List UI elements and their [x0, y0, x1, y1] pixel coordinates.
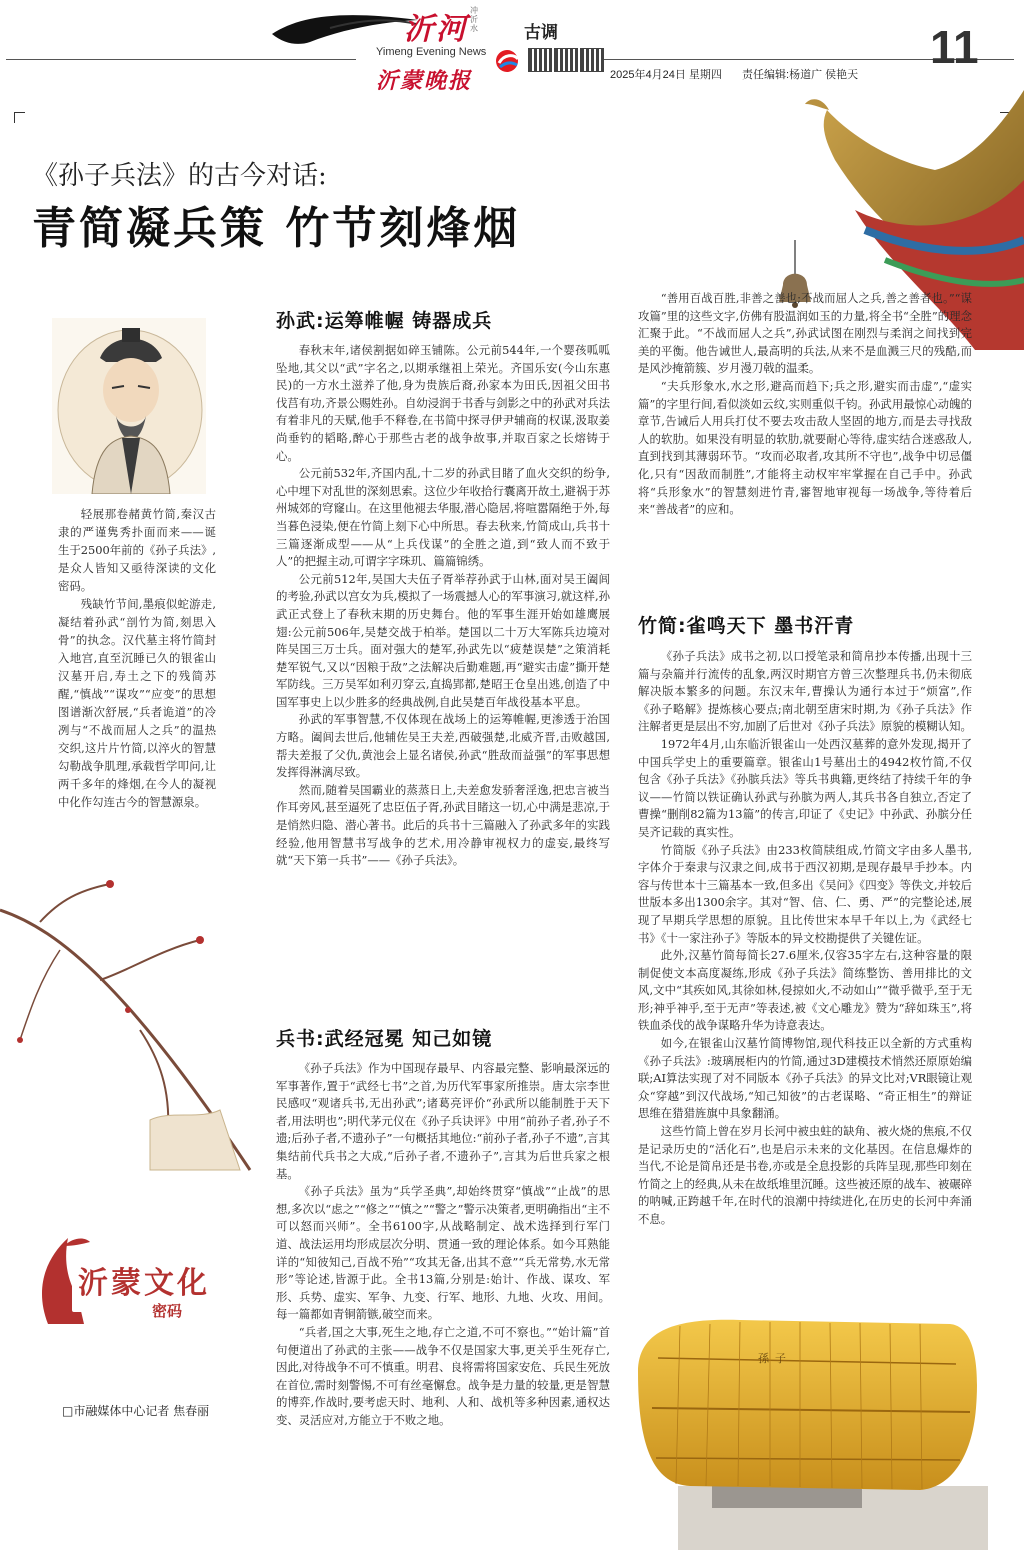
qr-code-2-icon — [554, 48, 578, 72]
dateline — [610, 66, 858, 82]
section3-paragraph: 《孙子兵法》成书之初,以口授笔录和简帛抄本传播,出现十三篇与杂篇并行流传的乱象,两汉时期官方曾三次整理兵书,仍未彻底解决版本繁多的问题。东汉末年,曹操认为通行本过于“烦富”,作《孙子略解》提炼核心要点;南北朝至唐宋时期,为《孙子兵法》作注解者更是层出不穷,加剧了后世对《孙子兵法》原貌的模糊认知。 — [638, 649, 972, 734]
sun-wu-portrait — [52, 318, 206, 494]
section1-body — [276, 342, 610, 870]
issue-date: 2025年4月24日 星期四 — [610, 69, 722, 81]
qr-code-1-icon — [528, 48, 552, 72]
culture-code-logo — [24, 1228, 234, 1328]
masthead-logo-main: 沂河 — [404, 12, 468, 47]
bamboo-label: 孫子 — [758, 1352, 792, 1365]
section2-paragraph: 《孙子兵法》虽为“兵学圣典”,却始终贯穿“慎战”“止战”的思想,多次以“虑之”“修之”“慎之”“警之”警示决策者,更明确指出“主不可以怒而兴师”。全书6100字,从战略制定、战术选择到行军门道、战法运用均形成层次分明、贯通一致的理论体系。如今耳熟能详的“知彼知己,百战不殆”“攻其无备,出其不意”“兵无常势,水无常形”等论述,皆源于此。全书13篇,分别是:始计、作战、谋攻、军形、兵势、虚实、军争、九变、行军、地形、九地、火攻、用间。每一篇都如青铜箭镞,破空而来。 — [276, 1184, 610, 1322]
section1-paragraph: 春秋末年,诸侯割据如碎玉铺陈。公元前544年,一个婴孩呱呱坠地,其父以“武”字名之,以期承继祖上荣光。齐国乐安(今山东惠民)的一方水土滋养了他,身为贵族后裔,孙家本为田氏,因祖父田书伐莒有功,齐景公赐姓孙。自幼浸润于书香与剑影之中的孙武对兵法有着非凡的天赋,他手不释卷,在书简中探寻伊尹辅商的权谋,汲取姜尚垂钓的韬略,醉心于那些古老的战争故事,并取百家之长熔铸于心。 — [276, 343, 610, 463]
section3-paragraph: 如今,在银雀山汉墓竹简博物馆,现代科技正以全新的方式重构《孙子兵法》:玻璃展柜内的竹简,通过3D建模技术悄然还原原始编联;AI算法实现了对不同版本《孙子兵法》的异文比对;VR眼镜让观众“穿越”到汉代战场,“知己知彼”的古老谋略、“奇正相生”的辩证思维在猎猎旌旗中具象翻涌。 — [638, 1036, 972, 1121]
section1-paragraph: 公元前532年,齐国内乱,十二岁的孙武目睹了血火交织的纷争,心中埋下对乱世的深刻思索。这位少年收拾行囊离开故土,避祸于苏州城郊的穹窿山。在这里他褪去华服,潜心隐居,将喧嚣隔绝于外,每当暮色浸染,便在竹简上刻下心中所思。春去秋来,竹简成山,兵书十三篇逐渐成型——从“上兵伐谋”的全胜之道,到“致人而不致于人”的把握主动,可谓字字珠玑、篇篇锦绣。 — [276, 466, 610, 569]
section3-paragraph: 此外,汉墓竹简每简长27.6厘米,仅容35字左右,这种容量的限制促使文本高度凝练,形成《孙子兵法》简练整饬、善用排比的文风,文中“其疾如风,其徐如林,侵掠如火,不动如山”“微乎微乎,至于无形;神乎神乎,至于无声”等表述,被《文心雕龙》赞为“辞如珠玉”,将铁血杀伐的战争谋略升华为诗意表达。 — [638, 948, 972, 1033]
byline: □市融媒体中心记者 焦春丽 — [62, 1404, 210, 1418]
section1-paragraph: 然而,随着吴国霸业的蒸蒸日上,夫差愈发骄奢淫逸,把忠言被当作耳旁风,甚至逼死了忠臣伍子胥,孙武目睹这一切,心中满是悲凉,于是悄然归隐、潜心著书。此后的兵书十三篇融入了孙武多年的实践经验,他用智慧书写战争的艺术,用冷静审视权力的虚妄,最终写就“天下第一兵书”——《孙子兵法》。 — [276, 782, 610, 868]
branch-decoration — [0, 870, 262, 1180]
section2-continued — [638, 290, 972, 519]
section3-title: 竹简:雀鸣天下 墨书汗青 — [638, 615, 855, 637]
section1-title: 孙武:运筹帷幄 铸器成兵 — [276, 310, 493, 332]
lead-paragraph-1: 轻展那卷赭黄竹简,秦汉古隶的严谨隽秀扑面而来——诞生于2500年前的《孙子兵法》,是众人皆知又亟待深读的文化密码。 — [58, 507, 216, 593]
headline-kicker: 《孙子兵法》的古今对话: — [32, 161, 327, 191]
section2-body — [276, 1060, 610, 1429]
section2-paragraph: 《孙子兵法》作为中国现存最早、内容最完整、影响最深远的军事著作,置于“武经七书”之首,为历代军事家所推崇。唐太宗李世民感叹“观诸兵书,无出孙武”;诸葛亮评价“孙武所以能制胜于天下者,用法明也”;明代茅元仪在《孙子兵诀评》中用“前孙子者,孙子不遗;后孙子者,不遗孙子”一句概括其地位:“前孙子者,孙子不遗”,言其集结前代兵书之大成,“后孙子者,不遗孙子”,言其为后世兵家之根基。 — [276, 1061, 610, 1181]
masthead-rule-left — [6, 59, 356, 60]
section2-paragraph: “兵者,国之大事,死生之地,存亡之道,不可不察也。”“始计篇”首句便道出了孙武的主张——战争不仅是国家大事,更关乎生死存亡,因此,对待战争不可不慎重。明君、良将需将国家安危、兵民生死放在首位,需时刻警惕,不可有丝毫懈怠。战争是力量的较量,更是智慧的博弈,作战时,要考虑天时、地利、人和、战机等多种因素,通权达变、灵活应对,方能立于不败之地。 — [276, 1324, 610, 1427]
section3-paragraph: 竹简版《孙子兵法》由233枚简牍组成,竹简文字由多人墨书,字体介于秦隶与汉隶之间,成书于西汉初期,是现存最早手抄本。内容与传世本十三篇基本一致,但多出《吴问》《四变》等佚文,并较后世版本多出1300余字。其对“智、信、仁、勇、严”的完整论述,展现了早期兵学思想的原貌。且比传世宋本早千年以上,为《武经七书》《十一家注孙子》等版本的异文校勘提供了关键佐证。 — [638, 842, 972, 945]
section3-paragraph: 这些竹简上曾在岁月长河中被虫蛀的缺角、被火烧的焦痕,不仅是记录历史的“活化石”,也是启示未来的文化基因。在信息爆炸的当代,不论是简帛还是书卷,亦或是全息投影的兵阵呈现,那些印刻在竹简之上的经典,从未在故纸堆里沉睡。这些被还原的战车、被碾碎的呐喊,正跨越千年,在时代的浪潮中持续进化,在历史的长河中奔涌不息。 — [638, 1124, 972, 1226]
lead-column — [58, 505, 216, 811]
section2-title: 兵书:武经冠冕 知己如镜 — [276, 1028, 493, 1050]
section3-body — [638, 648, 972, 1229]
brand-swirl-icon — [494, 48, 522, 74]
column-name: 古调 — [524, 23, 558, 42]
masthead-logo-english: Yimeng Evening News — [376, 46, 487, 58]
headline: 青简凝兵策 竹节刻烽烟 — [32, 203, 521, 254]
brush-stroke-logo — [270, 6, 420, 48]
masthead-logo-chinese: 沂蒙晚报 — [376, 68, 473, 94]
culture-logo-subtitle: 密码 — [152, 1302, 183, 1320]
section1-paragraph: 孙武的军事智慧,不仅体现在战场上的运筹帷幄,更渗透于治国方略。阖闾去世后,他辅佐吴王夫差,西破强楚,北威齐晋,击败越国,帮夫差报了父仇,黄池会上显名诸侯,孙武“胜敌而益强”的军事思想发挥得淋漓尽致。 — [276, 712, 610, 780]
qr-code-3-icon — [580, 48, 604, 72]
crop-mark-tl — [14, 112, 25, 123]
lead-paragraph-2: 残缺竹节间,墨痕似蛇游走,凝结着孙武“剖竹为简,刻思入骨”的执念。汉代墓主将竹简封入地宫,直至沉睡已久的银雀山汉墓开启,寿土之下的残简苏醒,“慎战”“谋攻”“应变”的思想图谱渐次舒展,“兵者诡道”的冷冽与“不战而屈人之兵”的温热交织,这片片竹简,以淬火的智慧勾勒战争肌理,承载哲学叩问,让两千多年的烽烟,在今人的凝视中化作勾连古今的智慧源泉。 — [58, 597, 216, 809]
bamboo-slips-photo — [620, 1318, 988, 1550]
section2-paragraph: “善用百战百胜,非善之善也;不战而屈人之兵,善之善者也。”“谋攻篇”里的这些文字,仿佛有股温润如玉的力量,将全书“全胜”的理念汇聚于此。“不战而屈人之兵”,孙武试图在刚烈与柔润之间找到完美的平衡。他告诫世人,最高明的兵法,从来不是血溅三尺的残酷,而是风沙掩箭簇、岁月漫刀戟的温柔。 — [638, 291, 972, 376]
section1-paragraph: 公元前512年,吴国大夫伍子胥举荐孙武于山林,面对吴王阖闾的考验,孙武以宫女为兵,模拟了一场震撼人心的军事演习,就这样,孙武正式登上了春秋末期的历史舞台。他的军事生涯开始如雄鹰展翅:公元前506年,吴楚交战于柏举。楚国以二十万大军陈兵边境对阵吴国三万士兵。面对强大的楚军,孙武先以“疲楚误楚”之策消耗楚军锐气,又以“因粮于敌”之法解决后勤难题,再“避实击虚”撕开楚军防线。三万吴军如利刃穿云,直捣郢都,楚昭王仓皇出逃,创造了中国军事史上以少胜多的经典战例,自此吴楚百年战役基本平息。 — [276, 571, 610, 709]
masthead-seal: 冲沂水 — [470, 6, 478, 33]
section2-paragraph: “夫兵形象水,水之形,避高而趋下;兵之形,避实而击虚”,“虚实篇”的字里行间,看似淡如云纹,实则重似千钧。孙武用最惊心动魄的章节,告诫后人用兵打仗不要去攻击敌人坚固的地方,而是去寻找敌人的软肋。如果没有明显的软肋,就要耐心等待,虚实结合迷惑敌人,直到找到其薄弱环节。“攻而必取者,攻其所不守也”,战争中切忌僵化,只有“因敌而制胜”,才能将主动权牢牢掌握在自己手中。孙武将“兵形象水”的智慧刻进竹青,審智地审视每一场战争,等待着后来“善战者”的应和。 — [638, 378, 972, 517]
page-number: 11 — [930, 21, 979, 73]
culture-logo-title: 沂蒙文化 — [78, 1266, 210, 1301]
section3-paragraph: 1972年4月,山东临沂银雀山一处西汉墓葬的意外发现,揭开了中国兵学史上的重要篇章。银雀山1号墓出土的4942枚竹简,不仅包含《孙子兵法》《孙膑兵法》等兵书典籍,更终结了持续千年的争议——竹简以铁证确认孙武与孙膑为两人,其兵书各自独立,否定了曹操“删削82篇为13篇”的传言,印证了《史记》中孙武、孙膑分任吴齐记载的真实性。 — [638, 736, 972, 839]
editors: 责任编辑:杨道广 侯艳天 — [742, 69, 859, 81]
media-icons — [494, 48, 614, 74]
